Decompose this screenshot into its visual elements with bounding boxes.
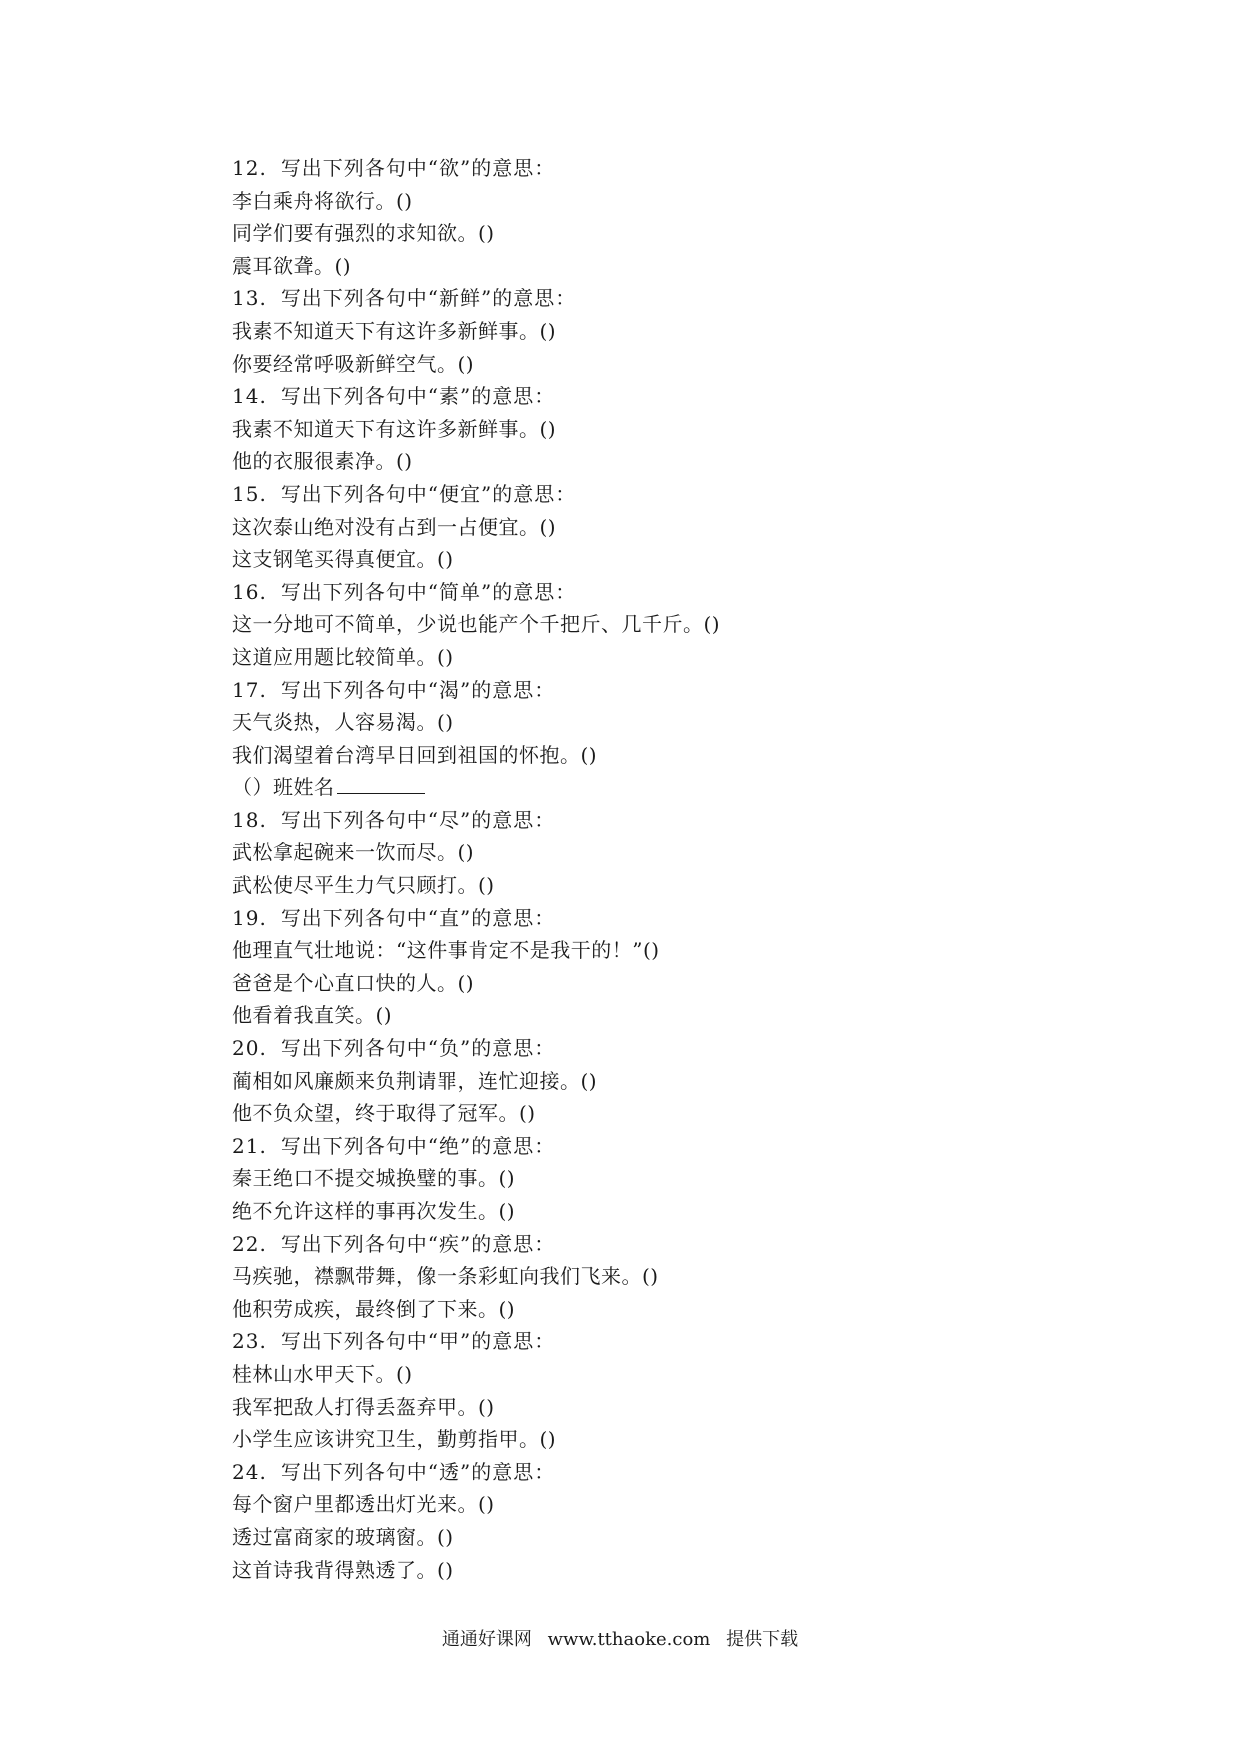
class-name-line [232, 771, 1112, 804]
example-sentence: 这一分地可不简单，少说也能产个千把斤、几千斤。() [232, 612, 721, 637]
question-number: 21. [232, 1133, 267, 1158]
question-prompt: 写出下列各句中“渴”的意思： [280, 677, 556, 702]
question-prompt: 写出下列各句中“透”的意思： [280, 1459, 556, 1484]
question-number: 16. [232, 579, 267, 604]
question-number: 14. [232, 384, 267, 409]
example-sentence: 这首诗我背得熟透了。() [232, 1557, 454, 1582]
example-sentence: 这支钢笔买得真便宜。() [232, 547, 454, 572]
example-sentence: 我素不知道天下有这许多新鲜事。() [232, 416, 557, 441]
question-prompt: 写出下列各句中“便宜”的意思： [280, 481, 577, 506]
question-prompt: 写出下列各句中“新鲜”的意思： [280, 286, 577, 311]
example-sentence: 武松拿起碗来一饮而尽。() [232, 840, 475, 865]
question-number: 22. [232, 1231, 267, 1256]
question-prompt: 写出下列各句中“尽”的意思： [280, 807, 556, 832]
example-sentence: 蔺相如风廉颇来负荆请罪，连忙迎接。() [232, 1068, 598, 1093]
question-number: 24. [232, 1459, 267, 1484]
question-heading [232, 1032, 1112, 1065]
question-prompt: 写出下列各句中“素”的意思： [280, 384, 556, 409]
question-number: 12. [232, 156, 267, 180]
question-heading [232, 576, 1112, 609]
example-sentence: 这次泰山绝对没有占到一占便宜。() [232, 514, 557, 539]
example-sentence: 小学生应该讲究卫生，勤剪指甲。() [232, 1427, 557, 1452]
example-sentence: 每个窗户里都透出灯光来。() [232, 1492, 495, 1517]
example-sentence: 你要经常呼吸新鲜空气。() [232, 351, 475, 376]
example-sentence: 同学们要有强烈的求知欲。() [232, 221, 495, 246]
example-sentence: 他不负众望，终于取得了冠军。() [232, 1101, 536, 1126]
example-sentence: 他积劳成疾，最终倒了下来。() [232, 1296, 516, 1321]
question-heading [232, 1325, 1112, 1358]
footer-note: 提供下载 [726, 1629, 799, 1650]
example-sentence: 我们渴望着台湾早日回到祖国的怀抱。() [232, 742, 598, 767]
question-number: 17. [232, 677, 267, 702]
example-sentence: 爸爸是个心直口快的人。() [232, 970, 475, 995]
page-footer [0, 1628, 1240, 1652]
footer-url: www.tthaoke.com [547, 1629, 711, 1650]
example-sentence: 李白乘舟将欲行。() [232, 188, 413, 213]
example-sentence: 桂林山水甲天下。() [232, 1361, 413, 1386]
question-prompt: 写出下列各句中“甲”的意思： [280, 1329, 556, 1354]
example-sentence: 透过富商家的玻璃窗。() [232, 1524, 454, 1549]
example-sentence: 震耳欲聋。() [232, 253, 352, 278]
question-heading [232, 674, 1112, 707]
question-number: 15. [232, 481, 267, 506]
example-sentence: 我军把敌人打得丢盔弃甲。() [232, 1394, 495, 1419]
question-number: 20. [232, 1036, 267, 1061]
question-heading [232, 1456, 1112, 1489]
example-sentence: 绝不允许这样的事再次发生。() [232, 1199, 516, 1223]
name-blank-field[interactable] [337, 771, 425, 794]
example-sentence: 武松使尽平生力气只顾打。() [232, 873, 495, 898]
question-prompt: 写出下列各句中“欲”的意思： [280, 156, 556, 180]
example-sentence: 他看着我直笑。() [232, 1003, 393, 1028]
example-sentence: 马疾驰，襟飘带舞，像一条彩虹向我们飞来。() [232, 1264, 659, 1289]
question-heading [232, 152, 1112, 185]
question-heading [232, 1130, 1112, 1163]
example-sentence: 我素不知道天下有这许多新鲜事。() [232, 318, 557, 343]
footer-site-name: 通通好课网 [441, 1629, 532, 1650]
question-list [232, 152, 1112, 1586]
question-number: 13. [232, 286, 267, 311]
example-sentence: 天气炎热，人容易渴。() [232, 710, 454, 735]
example-sentence: 这道应用题比较简单。() [232, 644, 454, 669]
example-sentence: 他理直气壮地说：“这件事肯定不是我干的！”() [232, 938, 660, 963]
question-prompt: 写出下列各句中“疾”的意思： [280, 1231, 556, 1256]
question-heading [232, 478, 1112, 511]
class-name-label: （）班姓名 [232, 775, 335, 800]
question-heading [232, 902, 1112, 935]
question-number: 23. [232, 1329, 267, 1354]
question-prompt: 写出下列各句中“负”的意思： [280, 1036, 556, 1061]
question-heading [232, 282, 1112, 315]
example-sentence: 他的衣服很素净。() [232, 449, 413, 474]
question-heading [232, 1228, 1112, 1261]
question-prompt: 写出下列各句中“简单”的意思： [280, 579, 577, 604]
question-number: 18. [232, 807, 267, 832]
question-prompt: 写出下列各句中“绝”的意思： [280, 1133, 556, 1158]
question-number: 19. [232, 905, 267, 930]
question-prompt: 写出下列各句中“直”的意思： [280, 905, 556, 930]
question-heading [232, 380, 1112, 413]
example-sentence: 秦王绝口不提交城换璧的事。() [232, 1166, 516, 1191]
question-heading [232, 804, 1112, 837]
